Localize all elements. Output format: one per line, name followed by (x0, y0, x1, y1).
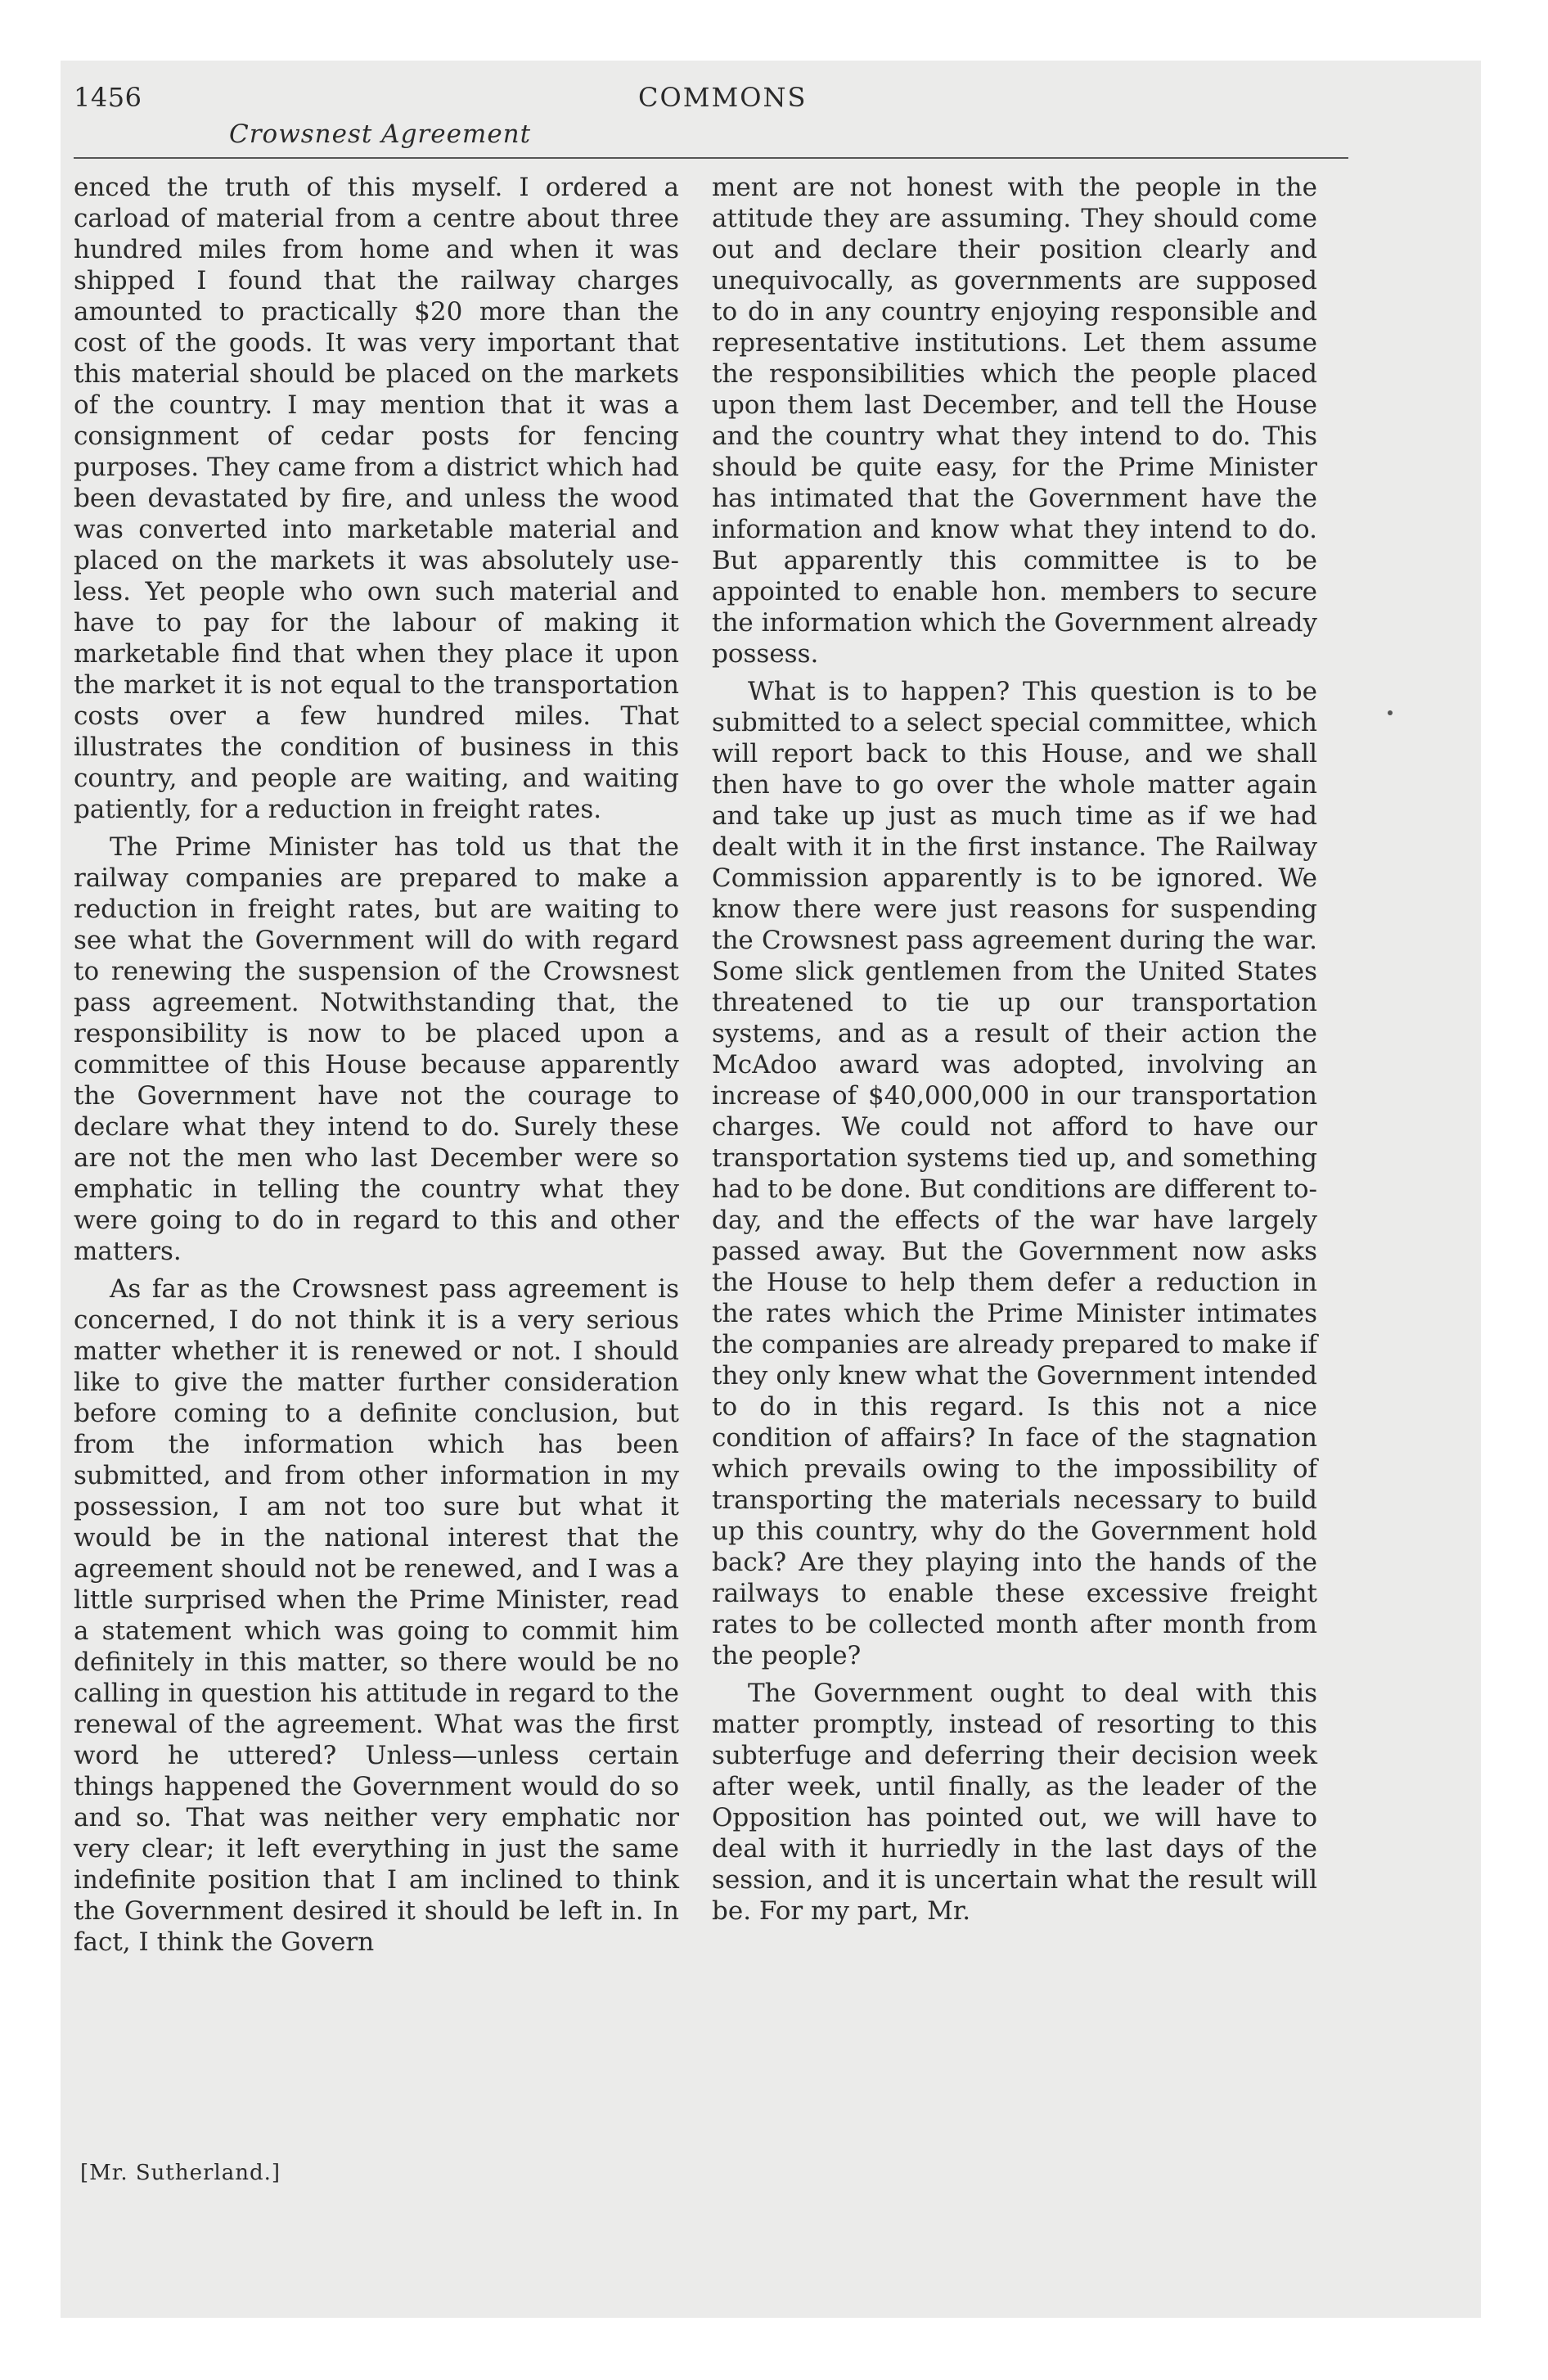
header-rule (74, 157, 1348, 159)
paragraph: ment are not honest with the people in the attitude they are assuming. They should come out and declare their position clearly and unequivocally, as governments are supposed to do in any country enjoying responsible and representative institutions. Let them assume the responsibilities which the people placed upon them last December, and tell the House and the country what they intend to do. This should be quite easy, for the Prime Minister has intimated that the Government have the information and know what they intend to do. But apparently this committee is to be appointed to enable hon. members to secure the information which the Government already possess. (712, 173, 1317, 669)
running-title: Crowsnest Agreement (229, 119, 532, 149)
ink-speck (1388, 710, 1393, 715)
paragraph: As far as the Crowsnest pass agreement is concerned, I do not think it is a very serious matter whether it is renewed or not. I should like to give the matter further consideration before coming to a definite conclusion, but from the information which has been submitted, and from other information in my possession, I am not too sure but what it would be in the national interest that the agreement should not be renewed, and I was a little surprised when the Prime Minister, read a statement which was going to commit him definitely in this matter, so there would be no calling in question his attitude in regard to the renewal of the agreement. What was the first word he uttered? Unless—unless certain things happened the Government would do so and so. That was neither very emphatic nor very clear; it left everything in just the same indefinite position that I am inclined to think the Government desired it should be left in. In fact, I think the Govern (74, 1274, 679, 1957)
paragraph: What is to happen? This question is to be submitted to a select special committee, which will report back to this House, and we shall then have to go over the whole matter again and take up just as much time as if we had dealt with it in the first instance. The Railway Commission apparently is to be ignored. We know there were just reasons for suspending the Crowsnest pass agreement during the war. Some slick gentlemen from the United States threatened to tie up our transportation systems, and as a result of their action the McAdoo award was adopted, involving an increase of $40,000,000 in our transportation charges. We could not afford to have our transportation systems tied up, and something had to be done. But conditions are different to-day, and the effects of the war have largely passed away. But the Government now asks the House to help them defer a reduction in the rates which the Prime Minister intimates the companies are already prepared to make if they only knew what the Government intended to do in this regard. Is this not a nice condition of affairs? In face of the stagnation which prevails owing to the impossibility of transporting the materials necessary to build up this country, why do the Government hold back? Are they playing into the hands of the railways to enable these excessive freight rates to be collected month after month from the people? (712, 677, 1317, 1670)
house-name: COMMONS (638, 82, 808, 113)
left-column (74, 172, 679, 1958)
paragraph: enced the truth of this myself. I ordered a carload of material from a centre about three hundred miles from home and when it was shipped I found that the railway charges amounted to practically $20 more than the cost of the goods. It was very important that this material should be placed on the markets of the country. I may mention that it was a consignment of cedar posts for fencing purposes. They came from a district which had been devastated by fire, and unless the wood was converted into marketable material and placed on the markets it was absolutely useless. Yet people who own such material and have to pay for the labour of making it marketable find that when they place it upon the market it is not equal to the transportation costs over a few hundred miles. That illustrates the condition of business in this country, and people are waiting, and waiting patiently, for a reduction in freight rates. (74, 173, 679, 824)
paragraph: The Government ought to deal with this matter promptly, instead of resorting to this subterfuge and deferring their decision week after week, until finally, as the leader of the Opposition has pointed out, we will have to deal with it hurriedly in the last days of the session, and it is uncertain what the result will be. For my part, Mr. (712, 1679, 1317, 1926)
speaker-tag: [Mr. Sutherland.] (80, 2161, 281, 2185)
right-column (712, 172, 1317, 1927)
paragraph: The Prime Minister has told us that the railway companies are prepared to make a reduction in freight rates, but are waiting to see what the Government will do with regard to renewing the suspension of the Crowsnest pass agreement. Notwithstanding that, the responsibility is now to be placed upon a committee of this House because apparently the Government have not the courage to declare what they intend to do. Surely these are not the men who last December were so emphatic in telling the country what they were going to do in regard to this and other matters. (74, 832, 679, 1266)
page-number: 1456 (74, 82, 142, 113)
page-header (74, 82, 1348, 156)
